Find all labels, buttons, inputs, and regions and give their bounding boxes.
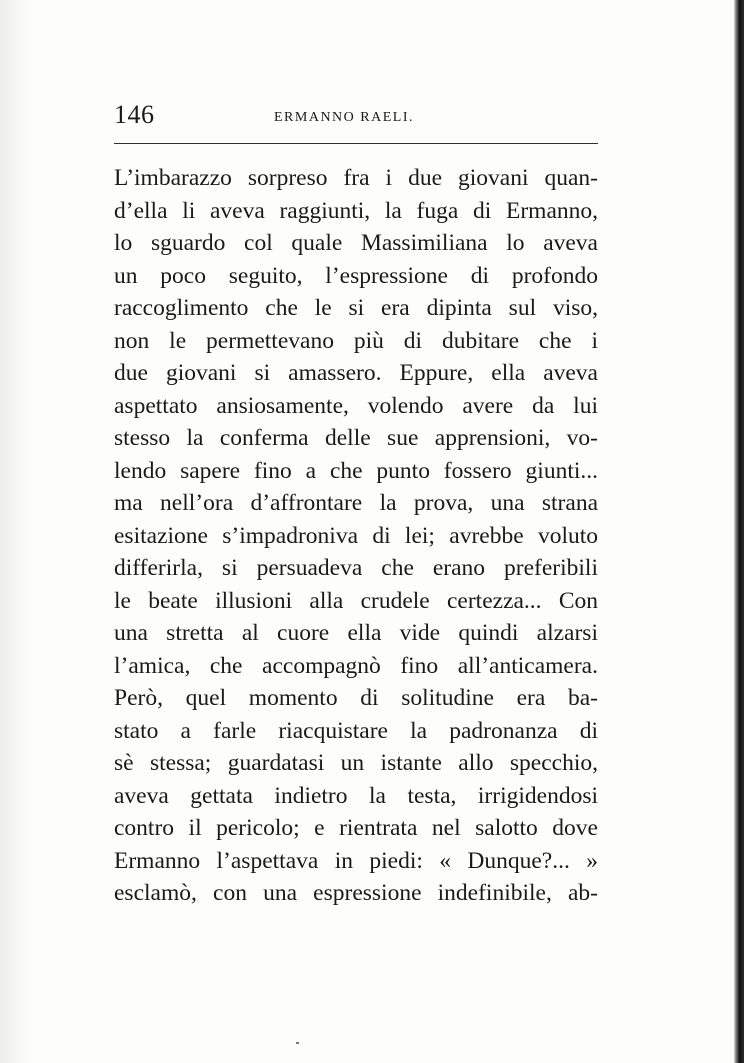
text-line: raccoglimento che le si era dipinta sul viso,	[114, 295, 598, 321]
text-line: esclamò, con una espressione indefinibile, ab-	[114, 880, 598, 906]
text-line: differirla, si persuadeva che erano preferibili	[114, 555, 598, 581]
text-line: sè stessa; guardatasi un istante allo specchio,	[114, 750, 598, 776]
header-rule	[114, 143, 598, 144]
text-line: L’imbarazzo sorpreso fra i due giovani quan-	[114, 165, 598, 191]
text-line: non le permettevano più di dubitare che i	[114, 327, 598, 354]
text-line: le beate illusioni alla crudele certezza... Con	[114, 587, 598, 614]
text-line: d’ella li aveva raggiunti, la fuga di Ermanno,	[114, 197, 598, 224]
text-line: due giovani si amassero. Eppure, ella aveva	[114, 360, 598, 386]
page-gutter-shadow	[0, 0, 30, 1063]
page-header	[114, 100, 596, 134]
text-line: stesso la conferma delle sue apprensioni, vo-	[114, 425, 598, 451]
text-line: Ermanno l’aspettava in piedi: « Dunque?... »	[114, 847, 598, 874]
paper-speck	[296, 1042, 299, 1044]
text-line: stato a farle riacquistare la padronanza di	[114, 717, 598, 744]
text-line: lo sguardo col quale Massimiliana lo aveva	[114, 230, 598, 256]
body-text	[114, 162, 598, 910]
text-line: lendo sapere fino a che punto fossero giunti...	[114, 457, 598, 484]
page-edge-binding	[734, 0, 744, 1063]
text-line: ma nell’ora d’affrontare la prova, una strana	[114, 490, 598, 516]
text-line: contro il pericolo; e rientrata nel salotto dove	[114, 815, 598, 841]
text-line: aveva gettata indietro la testa, irrigidendosi	[114, 782, 598, 809]
text-line: un poco seguito, l’espressione di profondo	[114, 262, 598, 289]
text-line: una stretta al cuore ella vide quindi alzarsi	[114, 620, 598, 646]
running-title: ERMANNO RAELI.	[274, 110, 414, 125]
text-line: Però, quel momento di solitudine era ba-	[114, 685, 598, 711]
text-line: l’amica, che accompagnò fino all’anticamera.	[114, 652, 598, 679]
page-number: 146	[114, 100, 155, 129]
text-line: aspettato ansiosamente, volendo avere da lui	[114, 392, 598, 419]
text-line: esitazione s’impadroniva di lei; avrebbe voluto	[114, 522, 598, 549]
